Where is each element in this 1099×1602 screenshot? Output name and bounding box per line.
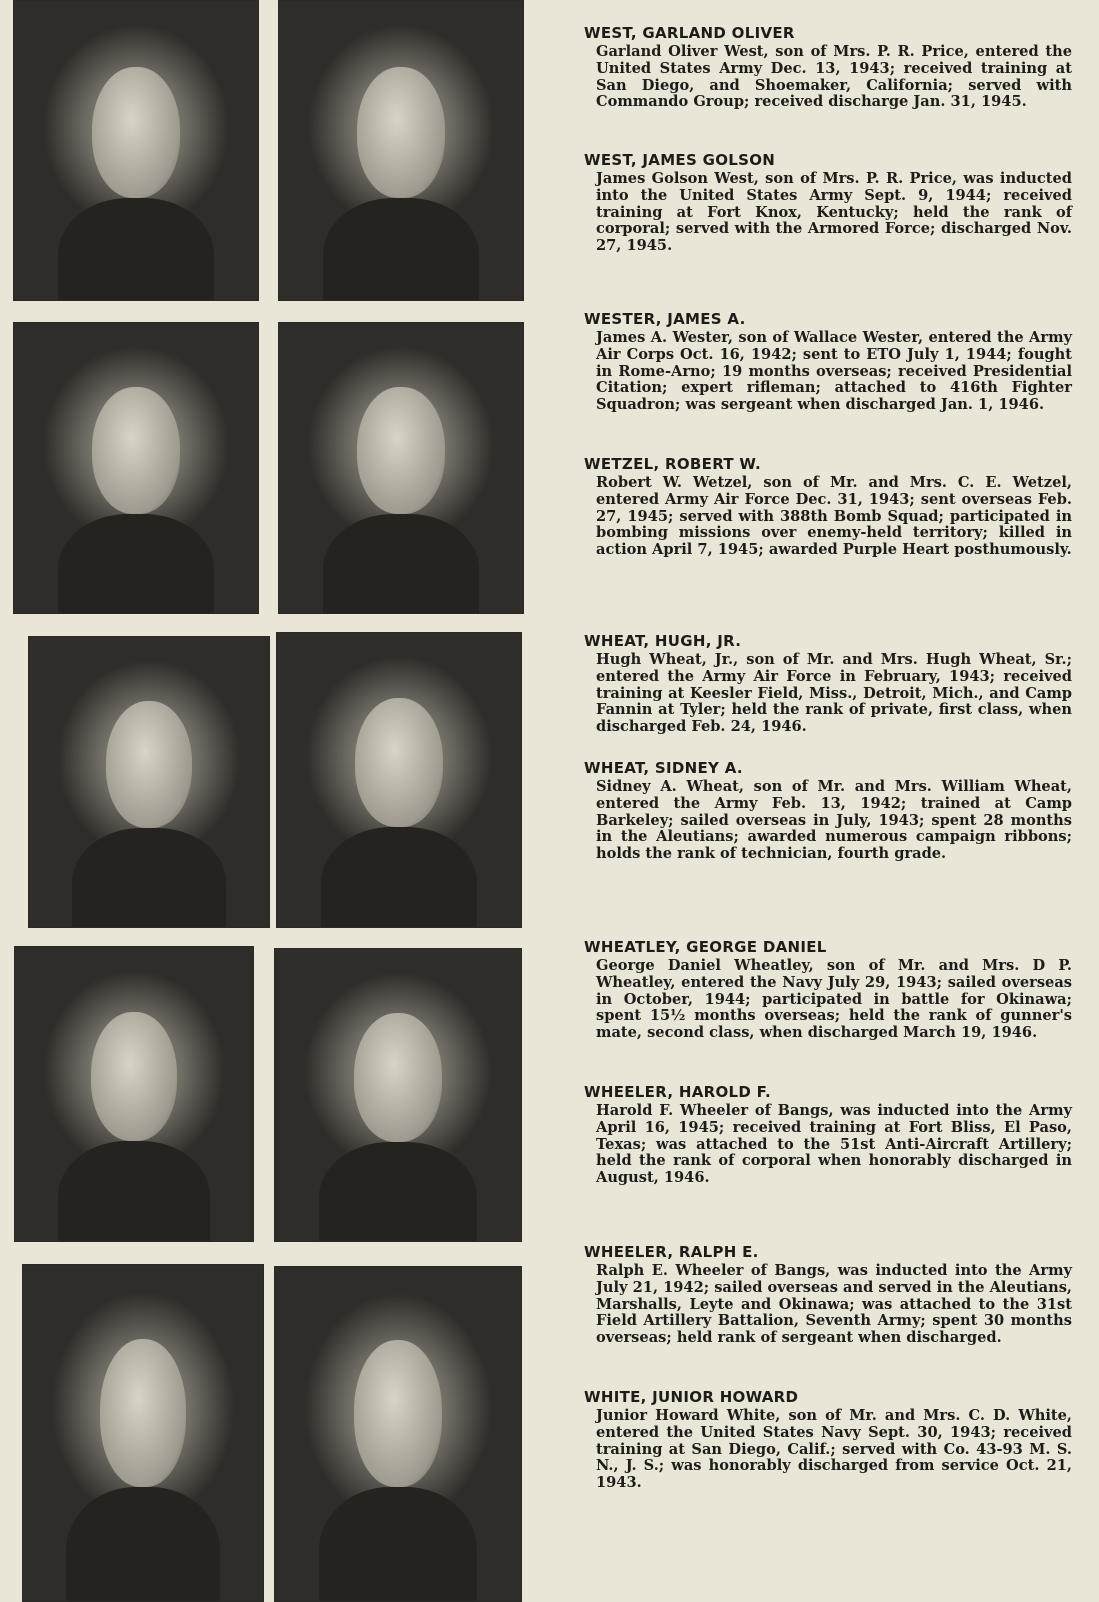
entry-bio: George Daniel Wheatley, son of Mr. and Mrs. D P. Wheatley, entered the Navy July 29, 1943; sailed overseas in October, 1944; participated in battle for Okinawa; spent 15½ months overseas; held the rank of gunner's mate, second class, when discharged March 19, 1946. — [596, 957, 1072, 1042]
entry-bio: Ralph E. Wheeler of Bangs, was inducted into the Army July 21, 1942; sailed overseas and served in the Aleutians, Marshalls, Leyte and Okinawa; was attached to the 31st Field Artillery Battalion, Seventh Army; spent 30 months overseas; held rank of sergeant when discharged. — [596, 1262, 1072, 1347]
entry-west-james — [584, 151, 1072, 255]
entry-bio: Sidney A. Wheat, son of Mr. and Mrs. William Wheat, entered the Army Feb. 13, 1942; trained at Camp Barkeley; sailed overseas in July, 1943; spent 28 months in the Aleutians; awarded numerous campaign ribbons; holds the rank of technician, fourth grade. — [596, 778, 1072, 863]
entry-bio: James A. Wester, son of Wallace Wester, entered the Army Air Corps Oct. 16, 1942; sent to ETO July 1, 1944; fought in Rome-Arno; 19 months overseas; received Presidential Citation; expert rifleman; attached to 416th Fighter Squadron; was sergeant when discharged Jan. 1, 1946. — [596, 329, 1072, 414]
entry-name: WHEELER, RALPH E. — [584, 1243, 759, 1261]
entry-white-junior — [584, 1388, 1072, 1492]
portrait-photo-wetzel-robert — [278, 322, 524, 614]
entry-wheat-hugh — [584, 632, 1072, 736]
portrait-photo-wester-james — [13, 322, 259, 614]
portrait-photo-wheatley-george — [14, 946, 254, 1242]
entry-wheat-sidney — [584, 759, 1072, 863]
entry-name: WHEATLEY, GEORGE DANIEL — [584, 938, 827, 956]
entry-wheatley-george — [584, 938, 1072, 1042]
entry-bio: Hugh Wheat, Jr., son of Mr. and Mrs. Hugh Wheat, Sr.; entered the Army Air Force in February, 1943; received training at Keesler Field, Miss., Detroit, Mich., and Camp Fannin at Tyler; held the rank of private, first class, when discharged Feb. 24, 1946. — [596, 651, 1072, 736]
entry-name: WEST, GARLAND OLIVER — [584, 24, 795, 42]
entry-name: WEST, JAMES GOLSON — [584, 151, 776, 169]
entry-bio: James Golson West, son of Mrs. P. R. Price, was inducted into the United States Army Sept. 9, 1944; received training at Fort Knox, Kentucky; held the rank of corporal; served with the Armored Force; discharged Nov. 27, 1945. — [596, 170, 1072, 255]
portrait-photo-west-james — [278, 0, 524, 301]
entry-name: WHITE, JUNIOR HOWARD — [584, 1388, 799, 1406]
entry-name: WETZEL, ROBERT W. — [584, 455, 762, 473]
entry-wheeler-harold — [584, 1083, 1072, 1187]
entry-name: WHEELER, HAROLD F. — [584, 1083, 771, 1101]
portrait-photo-west-garland — [13, 0, 259, 301]
entry-wester-james — [584, 310, 1072, 414]
entry-west-garland — [584, 24, 1072, 111]
entry-name: WHEAT, SIDNEY A. — [584, 759, 743, 777]
portrait-photo-wheat-sidney — [276, 632, 522, 928]
portrait-photo-wheat-hugh — [28, 636, 270, 928]
entry-name: WESTER, JAMES A. — [584, 310, 746, 328]
portrait-photo-white-junior — [274, 1266, 522, 1602]
entry-wheeler-ralph — [584, 1243, 1072, 1347]
portrait-photo-wheeler-harold — [274, 948, 522, 1242]
entry-bio: Junior Howard White, son of Mr. and Mrs. C. D. White, entered the United States Navy Sept. 30, 1943; received training at San Diego, Calif.; served with Co. 43-93 M. S. N., J. S.; was honorably discharged from service Oct. 21, 1943. — [596, 1407, 1072, 1492]
portrait-photo-wheeler-ralph — [22, 1264, 264, 1602]
entry-name: WHEAT, HUGH, JR. — [584, 632, 742, 650]
entry-bio: Robert W. Wetzel, son of Mr. and Mrs. C. E. Wetzel, entered Army Air Force Dec. 31, 1943; sent overseas Feb. 27, 1945; served with 388th Bomb Squad; participated in bombing missions over enemy-held territory; killed in action April 7, 1945; awarded Purple Heart posthumously. — [596, 474, 1072, 559]
entry-bio: Garland Oliver West, son of Mrs. P. R. Price, entered the United States Army Dec. 13, 1943; received training at San Diego, and Shoemaker, California; served with Commando Group; received discharge Jan. 31, 1945. — [596, 43, 1072, 111]
entry-bio: Harold F. Wheeler of Bangs, was inducted into the Army April 16, 1945; received training at Fort Bliss, El Paso, Texas; was attached to the 51st Anti-Aircraft Artillery; held the rank of corporal when honorably discharged in August, 1946. — [596, 1102, 1072, 1187]
entry-wetzel-robert — [584, 455, 1072, 559]
